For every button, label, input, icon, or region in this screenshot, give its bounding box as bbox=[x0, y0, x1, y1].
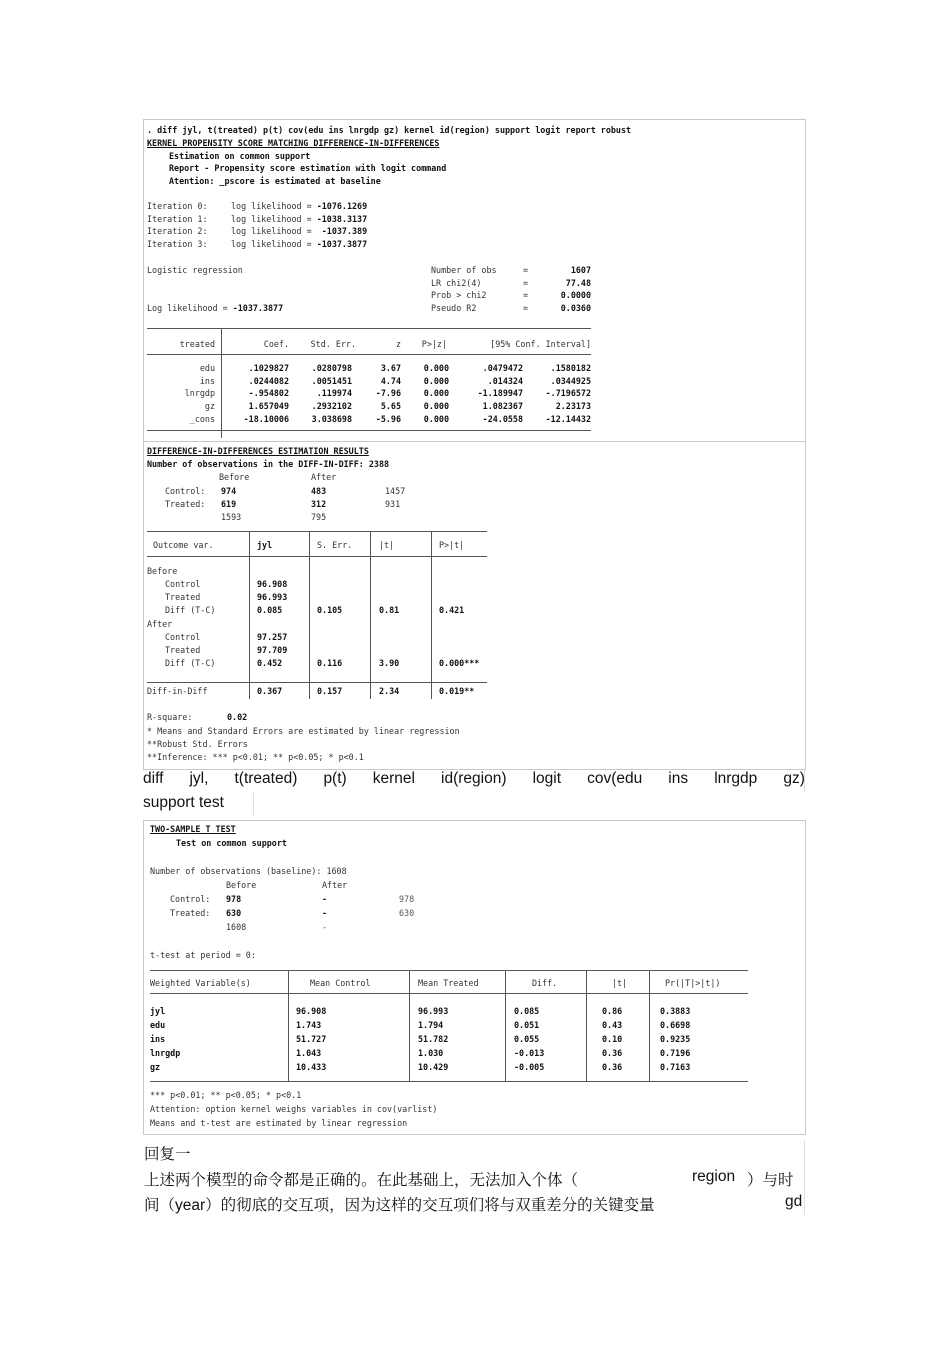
stat-label: Pseudo R2 bbox=[431, 303, 477, 314]
ttest-cell: 96.993 bbox=[418, 1006, 449, 1016]
var-name: ins bbox=[199, 375, 215, 386]
coef-cell: 0.000 bbox=[423, 401, 449, 412]
command-line-text bbox=[143, 770, 805, 792]
command-line-second: support test bbox=[143, 794, 224, 811]
coef-cell: -1.189947 bbox=[477, 388, 523, 399]
table-header: jyl bbox=[257, 540, 273, 550]
table-header: Mean Treated bbox=[418, 978, 479, 988]
row-label: Before bbox=[147, 566, 178, 576]
rule bbox=[150, 1081, 748, 1082]
result-cell: 0.367 bbox=[257, 686, 283, 696]
row-label: Control bbox=[165, 579, 201, 589]
coef-cell: .0479472 bbox=[482, 363, 523, 373]
ttest-cell: 51.727 bbox=[296, 1034, 327, 1044]
table-header: S. Err. bbox=[317, 540, 353, 550]
var-name: _cons bbox=[189, 413, 215, 424]
ttest-cell: 1.794 bbox=[418, 1020, 444, 1030]
reply-line2-part2: gd bbox=[785, 1193, 803, 1210]
output-title: KERNEL PROPENSITY SCORE MATCHING DIFFERENCE-IN-DIFFERENCES bbox=[147, 138, 440, 148]
result-cell: 0.019** bbox=[439, 686, 475, 696]
ttest-cell: 0.051 bbox=[514, 1020, 540, 1030]
rule bbox=[309, 531, 310, 699]
coef-cell: .119974 bbox=[316, 388, 352, 399]
iteration-loglik: log likelihood = -1037.3877 bbox=[231, 239, 368, 250]
treated-after: - bbox=[322, 908, 328, 918]
reply-line1-part1: 上述两个模型的命令都是正确的。在此基础上，无法加入个体（ bbox=[144, 1172, 579, 1189]
var-name: edu bbox=[199, 363, 215, 373]
output-title: DIFFERENCE-IN-DIFFERENCES ESTIMATION RESULTS bbox=[147, 446, 369, 456]
command-word: logit bbox=[532, 770, 562, 787]
command-word: jyl, bbox=[189, 770, 209, 787]
footnote: Attention: option kernel weighs variables in cov(varlist) bbox=[150, 1104, 438, 1114]
stat-value: 0.0360 bbox=[560, 303, 591, 314]
iteration-label: Iteration 1: bbox=[147, 213, 208, 224]
coef-cell: .0344925 bbox=[550, 375, 591, 386]
table-header: P>|z| bbox=[421, 339, 447, 349]
rule bbox=[288, 970, 289, 1081]
coef-cell: .1580182 bbox=[550, 363, 591, 373]
rsquare-label: R-square: bbox=[147, 712, 193, 722]
ttest-cell: 51.782 bbox=[418, 1034, 449, 1044]
ttest-cell: 0.3883 bbox=[660, 1006, 691, 1016]
ttest-cell: 96.908 bbox=[296, 1006, 327, 1016]
command-word: diff bbox=[143, 770, 164, 787]
reply-heading: 回复一 bbox=[144, 1146, 191, 1163]
ttest-cell: 0.7163 bbox=[660, 1062, 691, 1072]
result-cell: 0.105 bbox=[317, 605, 343, 615]
coef-cell: 3.038698 bbox=[311, 413, 352, 424]
result-cell: 96.993 bbox=[257, 592, 288, 602]
coef-cell: 0.000 bbox=[423, 363, 449, 373]
rule bbox=[370, 531, 371, 699]
iteration-loglik: log likelihood = -1037.389 bbox=[231, 226, 368, 237]
stat-value: 77.48 bbox=[565, 277, 591, 288]
result-cell: 96.908 bbox=[257, 579, 288, 589]
ttest-cell: 0.085 bbox=[514, 1006, 540, 1016]
treated-before: 619 bbox=[221, 499, 237, 509]
table-header: z bbox=[395, 339, 401, 349]
rule bbox=[150, 970, 748, 971]
coef-cell: 1.082367 bbox=[482, 401, 523, 412]
iteration-loglik: log likelihood = -1038.3137 bbox=[231, 213, 368, 224]
col-before: Before bbox=[219, 472, 250, 482]
coef-cell: -5.96 bbox=[375, 413, 401, 424]
table-header: P>|t| bbox=[439, 540, 465, 550]
stat-label: LR chi2(4) bbox=[431, 277, 482, 288]
row-label: Control bbox=[165, 632, 201, 642]
coef-cell: 0.000 bbox=[423, 375, 449, 386]
result-cell: 0.452 bbox=[257, 658, 283, 668]
coef-cell: .0051451 bbox=[311, 375, 352, 386]
control-label: Control: bbox=[165, 486, 206, 496]
ttest-cell: 0.9235 bbox=[660, 1034, 691, 1044]
rule bbox=[147, 682, 487, 683]
ttest-cell: 0.36 bbox=[602, 1062, 623, 1072]
control-before: 978 bbox=[226, 894, 242, 904]
stata-command: . diff jyl, t(treated) p(t) cov(edu ins lnrgdp gz) kernel id(region) support logit report robust bbox=[147, 125, 632, 135]
coef-cell: .0280798 bbox=[311, 363, 352, 373]
table-header: [95% Conf. Interval] bbox=[490, 339, 591, 349]
coef-cell: .2932102 bbox=[311, 401, 352, 412]
command-word: ins bbox=[668, 770, 689, 787]
result-cell: 0.116 bbox=[317, 658, 343, 668]
iteration-label: Iteration 0: bbox=[147, 201, 208, 211]
col-before: Before bbox=[226, 880, 257, 890]
table-header: Coef. bbox=[263, 339, 289, 349]
treated-label: Treated: bbox=[165, 499, 206, 509]
cell-border bbox=[253, 793, 254, 815]
col-after: After bbox=[311, 472, 337, 482]
treated-label: Treated: bbox=[170, 908, 211, 918]
propensity-score-output bbox=[147, 124, 802, 439]
rule bbox=[505, 970, 506, 1081]
output-title: TWO-SAMPLE T TEST bbox=[150, 824, 236, 834]
var-name: lnrgdp bbox=[184, 388, 215, 399]
output-subtitle: Test on common support bbox=[176, 838, 287, 848]
rule bbox=[649, 970, 650, 1081]
rule bbox=[147, 328, 591, 329]
coef-cell: -.954802 bbox=[248, 388, 289, 399]
row-label: After bbox=[147, 619, 173, 629]
command-word: t(treated) bbox=[234, 770, 298, 787]
footnote: Means and t-test are estimated by linear regression bbox=[150, 1118, 408, 1128]
control-total: 1457 bbox=[385, 486, 406, 496]
coef-cell: -7.96 bbox=[375, 388, 401, 399]
ttest-cell: -0.013 bbox=[514, 1048, 545, 1058]
stat-eq: = bbox=[523, 265, 529, 275]
var-name: gz bbox=[150, 1062, 161, 1072]
note-line: Atention: _pscore is estimated at baseline bbox=[169, 176, 381, 186]
rule bbox=[586, 970, 587, 1081]
coef-cell: 5.65 bbox=[380, 401, 401, 412]
table-header: |t| bbox=[612, 978, 628, 988]
command-word: p(t) bbox=[323, 770, 347, 787]
coef-cell: 0.000 bbox=[423, 388, 449, 399]
ttest-cell: 1.030 bbox=[418, 1048, 444, 1058]
ttest-cell: 10.429 bbox=[418, 1062, 449, 1072]
treated-after: 312 bbox=[311, 499, 327, 509]
result-cell: 0.085 bbox=[257, 605, 283, 615]
table-header: treated bbox=[179, 339, 215, 349]
ttest-cell: 0.86 bbox=[602, 1006, 623, 1016]
ttest-cell: 10.433 bbox=[296, 1062, 327, 1072]
rule bbox=[431, 531, 432, 699]
var-name: lnrgdp bbox=[150, 1048, 181, 1058]
stat-eq: = bbox=[523, 290, 529, 301]
total-after: 795 bbox=[311, 512, 327, 522]
cell-border bbox=[804, 770, 805, 792]
ttest-output bbox=[150, 823, 800, 1129]
row-label: Diff (T-C) bbox=[165, 658, 216, 668]
var-name: edu bbox=[150, 1020, 166, 1030]
control-after: 483 bbox=[311, 486, 327, 496]
result-cell: 0.421 bbox=[439, 605, 465, 615]
coef-cell: 4.74 bbox=[380, 375, 401, 386]
total-after: - bbox=[322, 922, 328, 932]
coef-cell: -12.14432 bbox=[545, 413, 591, 424]
result-cell: 0.81 bbox=[379, 605, 400, 615]
iteration-label: Iteration 3: bbox=[147, 239, 208, 250]
control-after: - bbox=[322, 894, 328, 904]
total-before: 1593 bbox=[221, 512, 242, 522]
reply-line2-part1: 间（year）的彻底的交互项，因为这样的交互项们将与双重差分的关键变量 bbox=[144, 1197, 655, 1214]
row-label: Treated bbox=[165, 592, 201, 602]
row-label: Diff (T-C) bbox=[165, 605, 216, 615]
ttest-cell: 1.743 bbox=[296, 1020, 322, 1030]
coef-cell: -18.10006 bbox=[243, 413, 289, 424]
rule bbox=[409, 970, 410, 1081]
ttest-cell: 0.7196 bbox=[660, 1048, 691, 1058]
table-header: Outcome var. bbox=[153, 540, 214, 550]
row-label: Treated bbox=[165, 645, 201, 655]
footnote: **Inference: *** p<0.01; ** p<0.05; * p<0.1 bbox=[147, 752, 364, 762]
ttest-cell: 0.6698 bbox=[660, 1020, 691, 1030]
nobs-line: Number of observations in the DIFF-IN-DIFF: 2388 bbox=[147, 459, 390, 469]
coef-cell: 1.657049 bbox=[248, 401, 289, 412]
ttest-cell: 0.43 bbox=[602, 1020, 623, 1030]
iteration-label: Iteration 2: bbox=[147, 226, 208, 237]
rule bbox=[147, 556, 487, 557]
command-word: id(region) bbox=[441, 770, 507, 787]
rule bbox=[249, 531, 250, 699]
table-header: |t| bbox=[379, 540, 395, 550]
treated-total: 931 bbox=[385, 499, 401, 509]
footnote: * Means and Standard Errors are estimated by linear regression bbox=[147, 726, 460, 736]
ttest-period-label: t-test at period = 0: bbox=[150, 950, 256, 960]
ttest-cell: 1.043 bbox=[296, 1048, 322, 1058]
coef-cell: .014324 bbox=[487, 375, 523, 386]
table-header: Std. Err. bbox=[310, 339, 356, 349]
row-label: Diff-in-Diff bbox=[147, 686, 208, 696]
coef-cell: .1029827 bbox=[248, 363, 289, 373]
result-cell: 97.257 bbox=[257, 632, 288, 642]
control-before: 974 bbox=[221, 486, 237, 496]
result-cell: 3.90 bbox=[379, 658, 400, 668]
ttest-cell: 0.36 bbox=[602, 1048, 623, 1058]
coef-cell: 0.000 bbox=[423, 413, 449, 424]
note-line: Report - Propensity score estimation with logit command bbox=[169, 163, 447, 173]
command-word: lnrgdp bbox=[714, 770, 758, 787]
result-cell: 2.34 bbox=[379, 686, 400, 696]
did-results-output bbox=[147, 445, 802, 765]
coef-cell: 3.67 bbox=[380, 363, 401, 373]
coef-cell: -24.0558 bbox=[482, 413, 523, 424]
stat-value: 1607 bbox=[570, 265, 591, 275]
nobs-line: Number of observations (baseline): 1608 bbox=[150, 866, 347, 876]
rule bbox=[150, 993, 748, 994]
table-header: Mean Control bbox=[310, 978, 371, 988]
control-total: 978 bbox=[399, 894, 415, 904]
result-cell: 97.709 bbox=[257, 645, 288, 655]
total-before: 1608 bbox=[226, 922, 247, 932]
table-header: Pr(|T|>|t|) bbox=[665, 978, 721, 988]
coef-cell: -.7196572 bbox=[545, 388, 591, 399]
ttest-cell: 0.055 bbox=[514, 1034, 540, 1044]
command-word: gz) bbox=[783, 770, 805, 787]
rule bbox=[147, 531, 487, 532]
ttest-cell: -0.005 bbox=[514, 1062, 545, 1072]
coef-cell: .0244082 bbox=[248, 375, 289, 386]
col-after: After bbox=[322, 880, 348, 890]
reply-line1-part3: ）与时 bbox=[747, 1172, 794, 1189]
log-likelihood: Log likelihood = -1037.3877 bbox=[147, 303, 284, 313]
rule bbox=[147, 430, 591, 431]
stat-eq: = bbox=[523, 303, 529, 314]
coef-cell: 2.23173 bbox=[555, 401, 591, 412]
treated-total: 630 bbox=[399, 908, 415, 918]
result-cell: 0.000*** bbox=[439, 658, 480, 668]
ttest-cell: 0.10 bbox=[602, 1034, 623, 1044]
result-cell: 0.157 bbox=[317, 686, 343, 696]
stat-value: 0.0000 bbox=[560, 290, 591, 301]
iteration-loglik: log likelihood = -1076.1269 bbox=[231, 201, 368, 211]
table-header: Diff. bbox=[532, 978, 558, 988]
command-word: cov(edu bbox=[587, 770, 643, 787]
rule bbox=[147, 354, 591, 355]
reply-line1-part2: region bbox=[692, 1168, 736, 1185]
table-header: Weighted Variable(s) bbox=[150, 978, 251, 988]
command-word: kernel bbox=[372, 770, 415, 787]
footnote: *** p<0.01; ** p<0.05; * p<0.1 bbox=[150, 1090, 302, 1100]
rsquare-value: 0.02 bbox=[227, 712, 248, 722]
control-label: Control: bbox=[170, 894, 211, 904]
model-name: Logistic regression bbox=[147, 265, 243, 275]
stat-label: Number of obs bbox=[431, 265, 497, 275]
stat-eq: = bbox=[523, 277, 529, 288]
treated-before: 630 bbox=[226, 908, 242, 918]
var-name: jyl bbox=[150, 1006, 166, 1016]
stat-label: Prob > chi2 bbox=[431, 290, 487, 301]
var-name: gz bbox=[204, 401, 215, 412]
var-name: ins bbox=[150, 1034, 166, 1044]
cell-border bbox=[804, 1140, 805, 1215]
footnote: **Robust Std. Errors bbox=[147, 739, 248, 749]
note-line: Estimation on common support bbox=[169, 151, 311, 161]
